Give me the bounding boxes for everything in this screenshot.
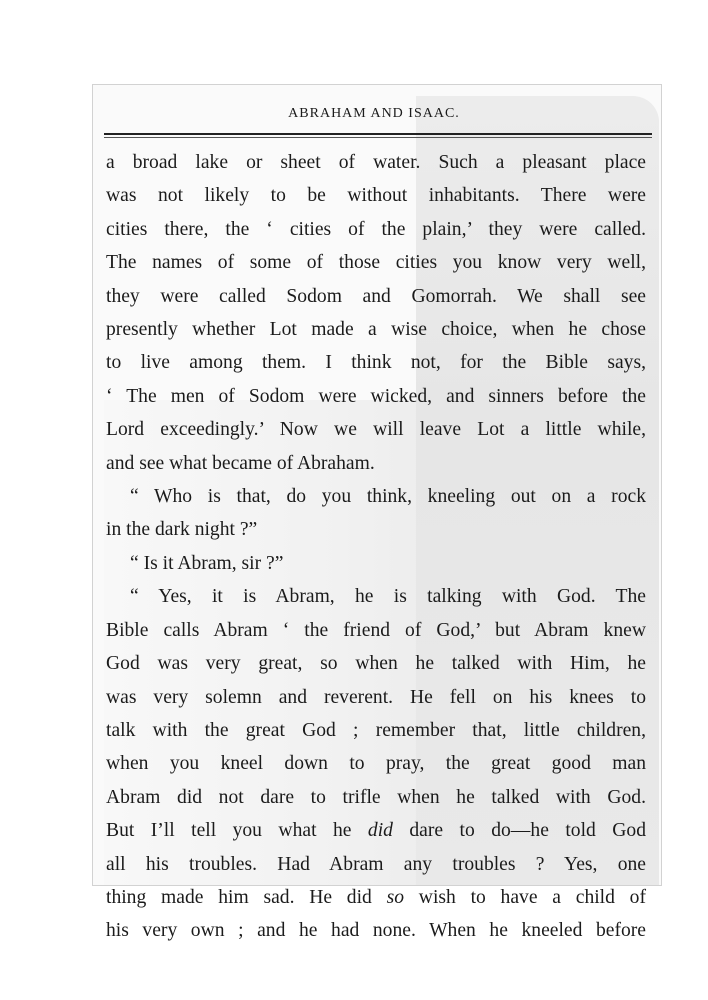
text-line: “ Yes, it is Abram, he is talking with God. The [130,586,646,608]
text-line: God was very great, so when he talked with Him, he [106,653,646,675]
text-line: Abram did not dare to trifle when he talked with God. [106,786,646,808]
header-rule [104,133,652,135]
italic-emphasis: did [367,820,393,842]
text-line: his very own ; and he had none. When he kneeled before [106,920,646,942]
italic-emphasis: so [386,886,405,908]
header-rule [104,137,652,138]
text-segment: thing made him sad. He did [106,886,387,908]
text-line: was not likely to be without inhabitants. There were [106,185,646,207]
text-line: all his troubles. Had Abram any troubles ? Yes, one [106,853,646,875]
text-line: to live among them. I think not, for the Bible says, [106,352,646,374]
text-line: ‘ The men of Sodom were wicked, and sinners before the [106,385,646,407]
text-line: talk with the great God ; remember that, little children, [106,719,646,741]
text-segment: But I’ll tell you what he [106,820,368,842]
text-segment: dare to do—he told God [392,820,646,842]
text-line: a broad lake or sheet of water. Such a pleasant place [106,152,646,173]
body-text [106,146,646,948]
text-line: cities there, the ‘ cities of the plain,’ they were called. [106,218,646,240]
text-line: “ Who is that, do you think, kneeling out on a rock [130,486,646,508]
text-line: Lord exceedingly.’ Now we will leave Lot a little while, [106,419,646,441]
text-line [106,881,646,914]
text-line: The names of some of those cities you know very well, [106,252,646,274]
text-line: “ Is it Abram, sir ?” [130,552,284,574]
text-line: in the dark night ?” [106,519,258,541]
text-line: Bible calls Abram ‘ the friend of God,’ but Abram knew [106,619,646,641]
text-segment: wish to have a child of [404,886,646,908]
text-line: presently whether Lot made a wise choice, when he chose [106,319,646,341]
text-line: they were called Sodom and Gomorrah. We shall see [106,285,646,307]
text-line: and see what became of Abraham. [106,452,375,474]
text-line: when you kneel down to pray, the great good man [106,753,646,775]
text-line [106,814,646,847]
text-line: was very solemn and reverent. He fell on his knees to [106,686,646,708]
running-head: ABRAHAM AND ISAAC. [288,106,460,121]
